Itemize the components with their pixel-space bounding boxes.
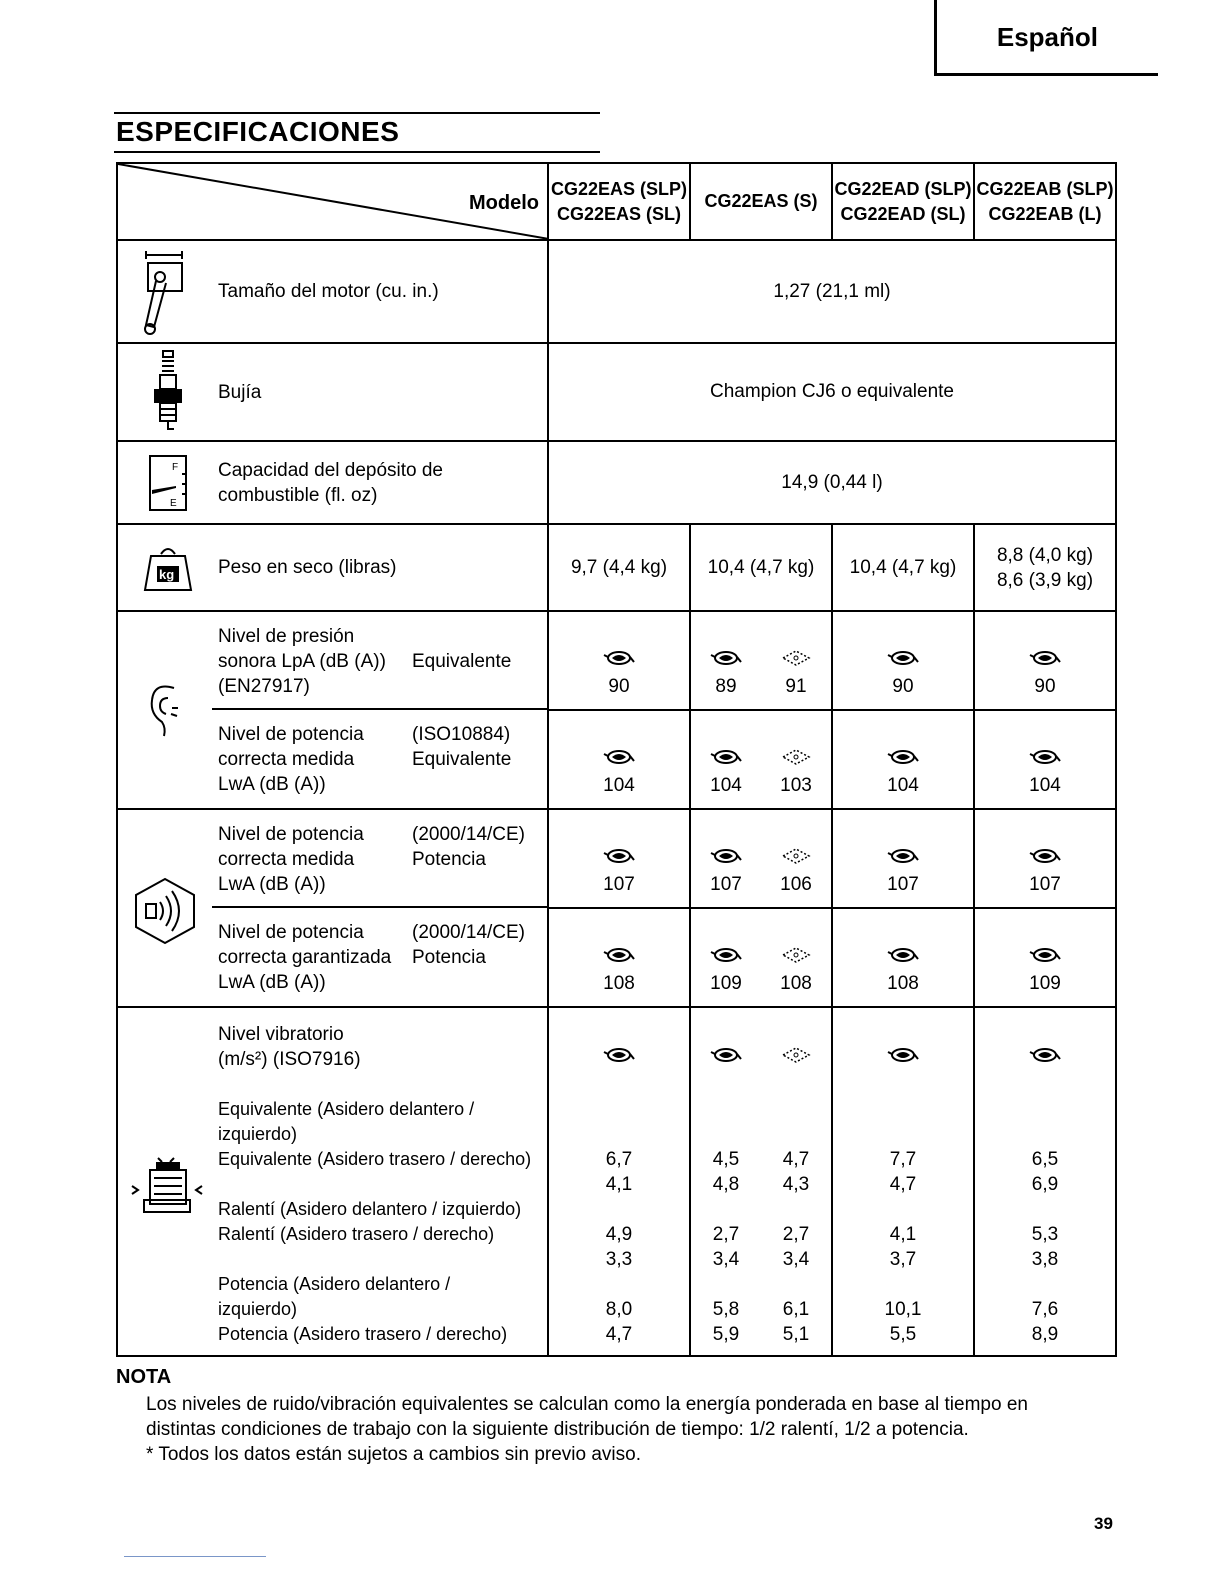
pressure-value: 91 (785, 675, 807, 697)
vibration-label-line: izquierdo) (218, 1124, 298, 1144)
vibration-labels (218, 1022, 531, 1347)
power-iso-value: 104 (887, 774, 919, 796)
vibration-label-line: izquierdo) (218, 1299, 298, 1319)
power-iso-value: 104 (603, 774, 635, 796)
vibration-label-line: Potencia (Asidero delantero / (218, 1274, 451, 1294)
language-label: Español (996, 22, 1098, 52)
plug-label: Bujía (218, 381, 262, 403)
vibration-value: 5,3 (1031, 1224, 1059, 1245)
full-load-icon (886, 748, 920, 773)
fuel-gauge-icon (148, 454, 188, 512)
power-iso-label-line: correcta medida (218, 749, 355, 770)
power-gar-labels (218, 920, 526, 995)
power-ce-cell (690, 809, 832, 908)
power-gar-value: 109 (710, 972, 742, 994)
full-load-icon (709, 847, 743, 872)
idle-icon (779, 847, 813, 872)
idle-icon (779, 748, 813, 773)
power-iso-standard: (ISO10884) (412, 724, 511, 745)
pressure-cell (690, 611, 832, 710)
vibration-value: 10,1 (884, 1299, 922, 1320)
vibration-value: 8,0 (605, 1299, 633, 1320)
vibration-row (117, 1007, 1116, 1356)
vibration-value: 3,7 (889, 1249, 917, 1270)
power-ce-row (117, 809, 1116, 908)
weight-kg-icon (143, 542, 193, 594)
power-iso-cell (690, 710, 832, 809)
vibration-value: 4,8 (712, 1174, 740, 1195)
vibration-value: 5,5 (889, 1324, 917, 1345)
title-rule-bottom (114, 151, 600, 153)
vibration-value: 4,1 (605, 1174, 633, 1195)
vibration-col-2 (690, 1007, 832, 1356)
gauge-e-label: E (170, 497, 177, 509)
full-load-icon (1028, 946, 1062, 971)
language-tab (934, 0, 1158, 76)
power-iso-value: 104 (1029, 774, 1061, 796)
weight-value: 9,7 (4,4 kg) (548, 524, 690, 611)
tank-row (117, 441, 1116, 524)
power-ce-cell (974, 809, 1116, 908)
vibration-value: 6,9 (1031, 1174, 1059, 1195)
weight-value-line: 8,8 (4,0 kg) (996, 544, 1094, 566)
power-ce-label-line: correcta medida (218, 849, 355, 870)
sound-group-cell (117, 809, 548, 1007)
model-label: Modelo (469, 192, 539, 214)
power-gar-cell (832, 908, 974, 1007)
vibration-value: 6,5 (1031, 1149, 1059, 1170)
full-load-icon (709, 946, 743, 971)
weight-row (117, 524, 1116, 611)
spec-table (116, 162, 1117, 1357)
vibration-label-cell (117, 1007, 548, 1356)
plug-row (117, 343, 1116, 441)
idle-icon (779, 649, 813, 674)
weight-label: Peso en seco (libras) (218, 557, 397, 578)
model-name: CG22EAD (SL) (840, 203, 966, 224)
full-load-icon (602, 847, 636, 872)
vibration-col-4 (974, 1007, 1116, 1356)
sound-power-icon (132, 876, 198, 946)
idle-icon (779, 1046, 813, 1071)
power-gar-type: Potencia (412, 947, 486, 968)
vibration-value: 2,7 (782, 1224, 810, 1245)
weight-value: 10,4 (4,7 kg) (690, 524, 832, 611)
row-separator (212, 906, 547, 908)
power-gar-cell (548, 908, 690, 1007)
power-iso-cell (974, 710, 1116, 809)
model-name: CG22EAD (SLP) (834, 178, 972, 199)
note-line: * Todos los datos están sujetos a cambios sin previo aviso. (146, 1444, 641, 1465)
full-load-icon (602, 1046, 636, 1071)
page-title: ESPECIFICACIONES (116, 116, 400, 147)
pressure-label-line: Nivel de presión (218, 626, 355, 647)
vibration-value: 4,7 (782, 1149, 810, 1170)
power-gar-value: 109 (1029, 972, 1061, 994)
power-iso-cell (548, 710, 690, 809)
full-load-icon (602, 748, 636, 773)
vibration-value: 5,8 (712, 1299, 740, 1320)
vibration-value: 3,4 (712, 1249, 740, 1270)
power-gar-value: 108 (780, 972, 812, 994)
model-header-cell (117, 163, 548, 240)
power-iso-labels (218, 722, 512, 797)
pressure-value: 90 (892, 675, 914, 697)
pressure-label-line: (EN27917) (218, 676, 310, 697)
note-heading: NOTA (116, 1366, 172, 1388)
power-ce-standard: (2000/14/CE) (412, 824, 526, 845)
title-rule-top (114, 112, 600, 114)
engine-label-cell (117, 240, 548, 343)
vibration-value: 5,1 (782, 1324, 810, 1345)
model-name: CG22EAS (S) (704, 191, 818, 211)
power-gar-cell (690, 908, 832, 1007)
vibration-value: 4,7 (605, 1324, 633, 1345)
vibration-label-line: Equivalente (Asidero trasero / derecho) (218, 1149, 532, 1169)
tank-value: 14,9 (0,44 l) (548, 441, 1116, 524)
vibration-col-3 (832, 1007, 974, 1356)
vibration-label-line: Ralentí (Asidero trasero / derecho) (218, 1224, 495, 1244)
power-ce-value: 107 (887, 873, 919, 895)
engine-value: 1,27 (21,1 ml) (548, 240, 1116, 343)
vibration-value: 4,3 (782, 1174, 810, 1195)
vibration-col-1 (548, 1007, 690, 1356)
page-number: 39 (1094, 1514, 1113, 1533)
engine-label: Tamaño del motor (cu. in.) (218, 281, 439, 302)
full-load-icon (1028, 748, 1062, 773)
power-iso-label-line: LwA (dB (A)) (218, 774, 326, 795)
weight-label-cell (117, 524, 548, 611)
plug-label-cell (117, 343, 548, 441)
weight-icon-text: kg (159, 566, 175, 582)
full-load-icon (709, 1046, 743, 1071)
model-col-1 (548, 163, 690, 240)
row-separator (212, 708, 547, 710)
power-iso-value: 104 (710, 774, 742, 796)
header-row (117, 163, 1116, 240)
note-body (146, 1392, 1126, 1467)
power-iso-value: 103 (780, 774, 812, 796)
pressure-cell (548, 611, 690, 710)
power-gar-label-line: correcta garantizada (218, 947, 392, 968)
ear-group-cell (117, 611, 548, 809)
power-ce-label-line: Nivel de potencia (218, 824, 364, 845)
weight-value-multi (974, 524, 1116, 611)
ear-icon (144, 678, 184, 742)
vibration-value: 6,7 (605, 1149, 633, 1170)
full-load-icon (1028, 847, 1062, 872)
vibration-label-line: Nivel vibratorio (218, 1024, 344, 1045)
piston-icon (138, 247, 198, 337)
vibration-value: 3,8 (1031, 1249, 1059, 1270)
model-name: CG22EAB (L) (988, 203, 1102, 224)
engine-row (117, 240, 1116, 343)
tank-label-cell (117, 441, 548, 524)
full-load-icon (886, 1046, 920, 1071)
power-gar-value: 108 (887, 972, 919, 994)
power-gar-cell (974, 908, 1116, 1007)
vibration-value: 5,9 (712, 1324, 740, 1345)
model-col-3 (832, 163, 974, 240)
power-ce-label-line: LwA (dB (A)) (218, 874, 326, 895)
pressure-label-type: Equivalente (412, 651, 512, 672)
model-name: CG22EAS (SLP) (550, 178, 688, 199)
full-load-icon (709, 649, 743, 674)
power-ce-labels (218, 822, 526, 897)
full-load-icon (709, 748, 743, 773)
power-ce-value: 107 (1029, 873, 1061, 895)
model-col-2 (690, 163, 832, 240)
model-name: CG22EAS (SL) (556, 203, 682, 224)
full-load-icon (1028, 649, 1062, 674)
full-load-icon (886, 946, 920, 971)
tank-label-line: Capacidad del depósito de (218, 459, 444, 481)
vibration-label-line: Ralentí (Asidero delantero / izquierdo) (218, 1199, 522, 1219)
power-ce-value: 107 (710, 873, 742, 895)
pressure-cell (974, 611, 1116, 710)
vibration-value: 2,7 (712, 1224, 740, 1245)
power-gar-label-line: Nivel de potencia (218, 922, 364, 943)
pressure-value: 90 (608, 675, 630, 697)
full-load-icon (886, 649, 920, 674)
power-iso-label-line: Nivel de potencia (218, 724, 364, 745)
vibration-value: 7,7 (889, 1149, 917, 1170)
gauge-f-label: F (172, 461, 179, 473)
vibration-value: 4,9 (605, 1224, 633, 1245)
note-line: distintas condiciones de trabajo con la siguiente distribución de tiempo: 1/2 ralentí, 1/2 a potencia. (146, 1419, 969, 1440)
full-load-icon (1028, 1046, 1062, 1071)
weight-value-line: 8,6 (3,9 kg) (996, 569, 1094, 591)
vibration-label-line: (m/s²) (ISO7916) (218, 1049, 361, 1070)
power-ce-value: 106 (780, 873, 812, 895)
vibration-label-line: Equivalente (Asidero delantero / (218, 1099, 475, 1119)
pressure-labels (218, 624, 512, 699)
power-iso-cell (832, 710, 974, 809)
note-line: Los niveles de ruido/vibración equivalentes se calculan como la energía ponderada en base al tiempo en (146, 1394, 1028, 1415)
pressure-cell (832, 611, 974, 710)
vibration-value: 3,3 (605, 1249, 633, 1270)
full-load-icon (602, 649, 636, 674)
pressure-row (117, 611, 1116, 710)
model-name: CG22EAB (SLP) (976, 178, 1114, 199)
tank-label-line: combustible (fl. oz) (218, 484, 378, 506)
pressure-value: 89 (715, 675, 737, 697)
power-iso-type: Equivalente (412, 749, 512, 770)
pressure-value: 90 (1034, 675, 1056, 697)
power-ce-cell (548, 809, 690, 908)
vibration-value: 7,6 (1031, 1299, 1059, 1320)
vibration-value: 6,1 (782, 1299, 810, 1320)
vibration-machine-icon (128, 1156, 206, 1220)
footer-link-underline (124, 1556, 266, 1557)
vibration-value: 4,1 (889, 1224, 917, 1245)
power-gar-standard: (2000/14/CE) (412, 922, 526, 943)
vibration-label-line: Potencia (Asidero trasero / derecho) (218, 1324, 508, 1344)
power-gar-label-line: LwA (dB (A)) (218, 972, 326, 993)
vibration-value: 3,4 (782, 1249, 810, 1270)
plug-value: Champion CJ6 o equivalente (548, 343, 1116, 441)
power-ce-value: 107 (603, 873, 635, 895)
power-ce-type: Potencia (412, 849, 486, 870)
pressure-label-line: sonora LpA (dB (A)) (218, 651, 386, 672)
model-col-4 (974, 163, 1116, 240)
spark-plug-icon (148, 349, 188, 435)
power-ce-cell (832, 809, 974, 908)
vibration-value: 8,9 (1031, 1324, 1059, 1345)
full-load-icon (886, 847, 920, 872)
idle-icon (779, 946, 813, 971)
power-gar-value: 108 (603, 972, 635, 994)
vibration-value: 4,5 (712, 1149, 740, 1170)
vibration-value: 4,7 (889, 1174, 917, 1195)
full-load-icon (602, 946, 636, 971)
weight-value: 10,4 (4,7 kg) (832, 524, 974, 611)
